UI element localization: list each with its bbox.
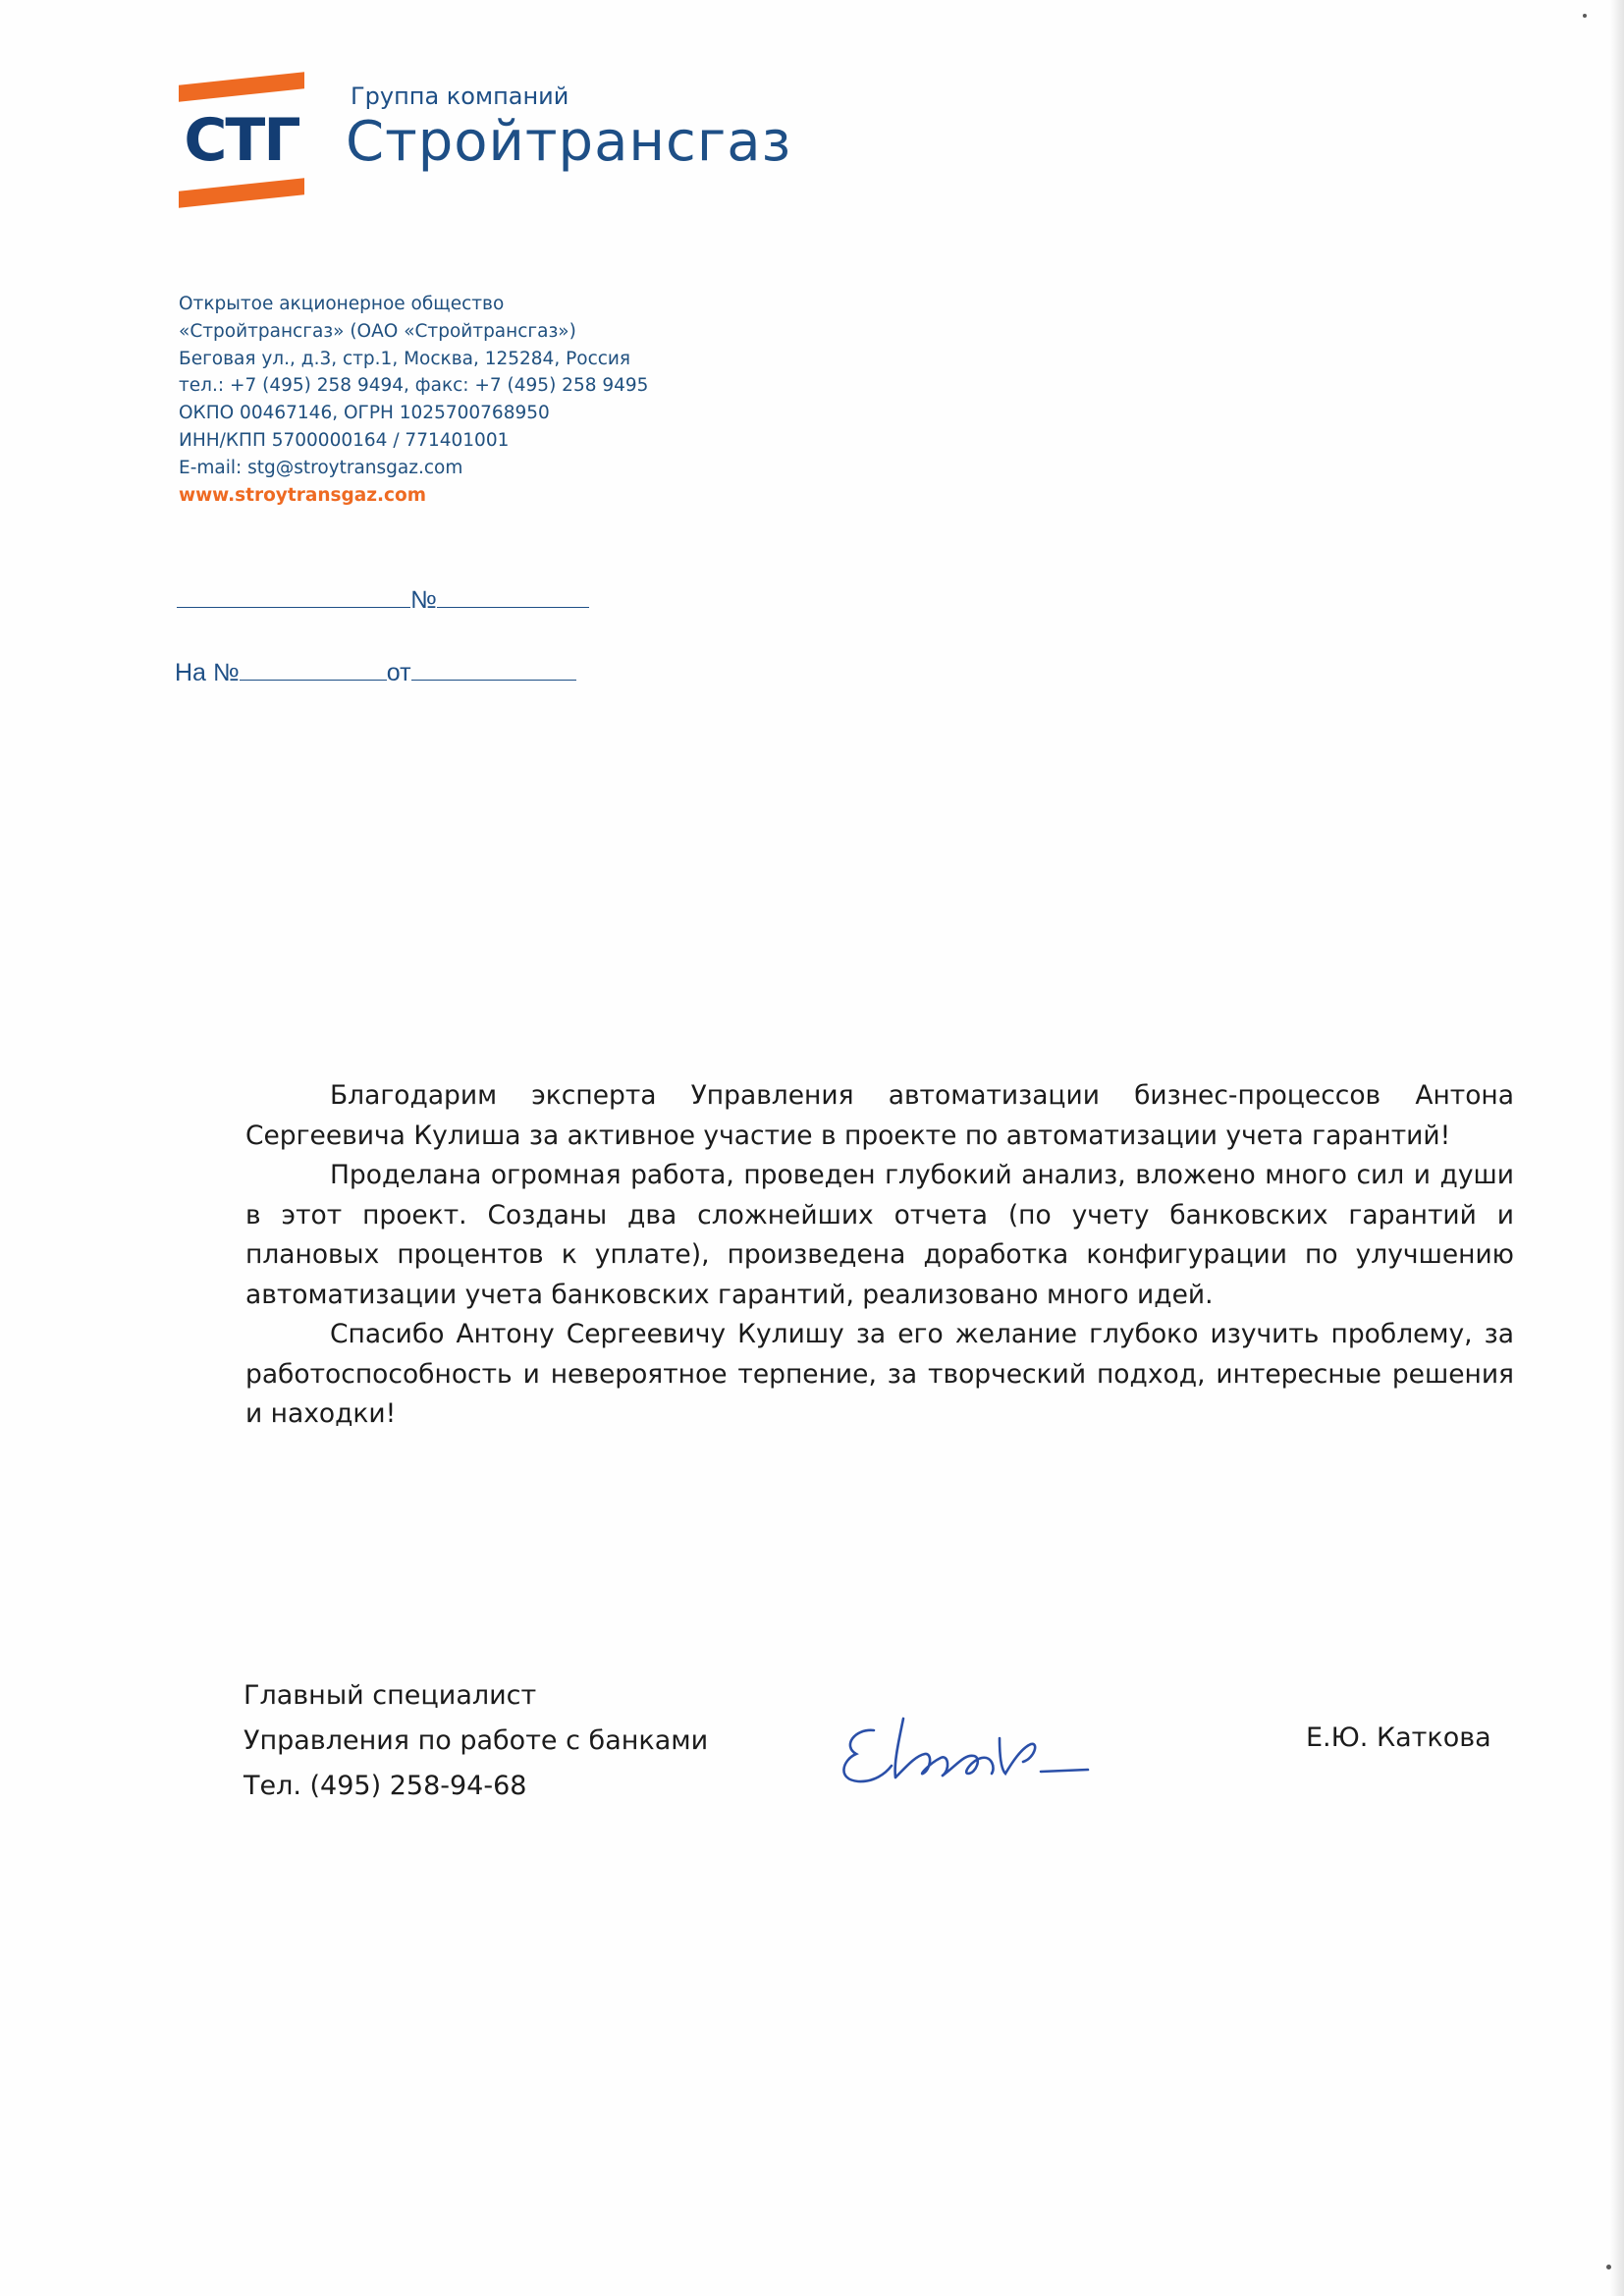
scan-edge-shadow	[1610, 0, 1624, 2296]
logo-text: СТГ	[184, 106, 299, 175]
handwritten-signature	[835, 1709, 1110, 1797]
letter-body	[245, 1076, 1514, 1435]
contact-line: «Стройтрансгаз» (ОАО «Стройтрансгаз»)	[179, 320, 576, 342]
body-paragraph: Спасибо Антону Сергеевичу Кулишу за его желание глубоко изучить проблему, за работоспособность и невероятное терпение, за творческий подход, интересные решения и находки!	[245, 1319, 1514, 1429]
number-blank	[437, 585, 589, 608]
in-reply-line	[175, 658, 576, 687]
contact-email: E-mail: stg@stroytransgaz.com	[179, 457, 463, 478]
contact-line: Беговая ул., д.3, стр.1, Москва, 125284, Россия	[179, 348, 631, 369]
body-paragraph: Благодарим эксперта Управления автоматизации бизнес-процессов Антона Сергеевича Кулиша за активное участие в проекте по автоматизации учета гарантий!	[245, 1080, 1514, 1151]
in-reply-label: На №	[175, 659, 240, 686]
contact-line: ИНН/КПП 5700000164 / 771401001	[179, 429, 510, 451]
signatory-department: Управления по работе с банками	[244, 1725, 709, 1756]
logo-bar-bottom	[179, 178, 304, 207]
signatory-phone: Тел. (495) 258-94-68	[244, 1771, 527, 1801]
body-paragraph: Проделана огромная работа, проведен глубокий анализ, вложено много сил и души в этот проект. Созданы два сложнейших отчета (по учету банковских гарантий и плановых процентов к уплате), произведена доработка конфигурации по улучшению автоматизации учета банковских гарантий, реализовано много идей.	[245, 1160, 1514, 1310]
company-logo	[175, 79, 308, 206]
company-website-link[interactable]: www.stroytransgaz.com	[179, 484, 426, 506]
scan-speck	[1606, 2265, 1611, 2269]
outgoing-number-line	[177, 585, 589, 615]
group-label: Группа компаний	[351, 82, 569, 110]
from-label: от	[386, 659, 411, 686]
group-name: Стройтрансгаз	[346, 110, 792, 174]
date-blank	[177, 585, 410, 608]
contact-line: тел.: +7 (495) 258 9494, факс: +7 (495) 258 9495	[179, 375, 649, 397]
signatory-position: Главный специалист	[244, 1680, 537, 1711]
contact-line: Открытое акционерное общество	[179, 294, 505, 314]
scan-speck	[1583, 14, 1587, 18]
logo-bar-top	[179, 72, 304, 101]
number-sign: №	[410, 586, 437, 614]
signatory-details	[244, 1673, 708, 1809]
reply-date-blank	[411, 658, 576, 681]
company-contacts	[179, 291, 689, 509]
signatory-name: Е.Ю. Каткова	[1306, 1722, 1491, 1753]
contact-line: ОКПО 00467146, ОГРН 1025700768950	[179, 403, 550, 424]
reply-number-blank	[240, 658, 387, 681]
